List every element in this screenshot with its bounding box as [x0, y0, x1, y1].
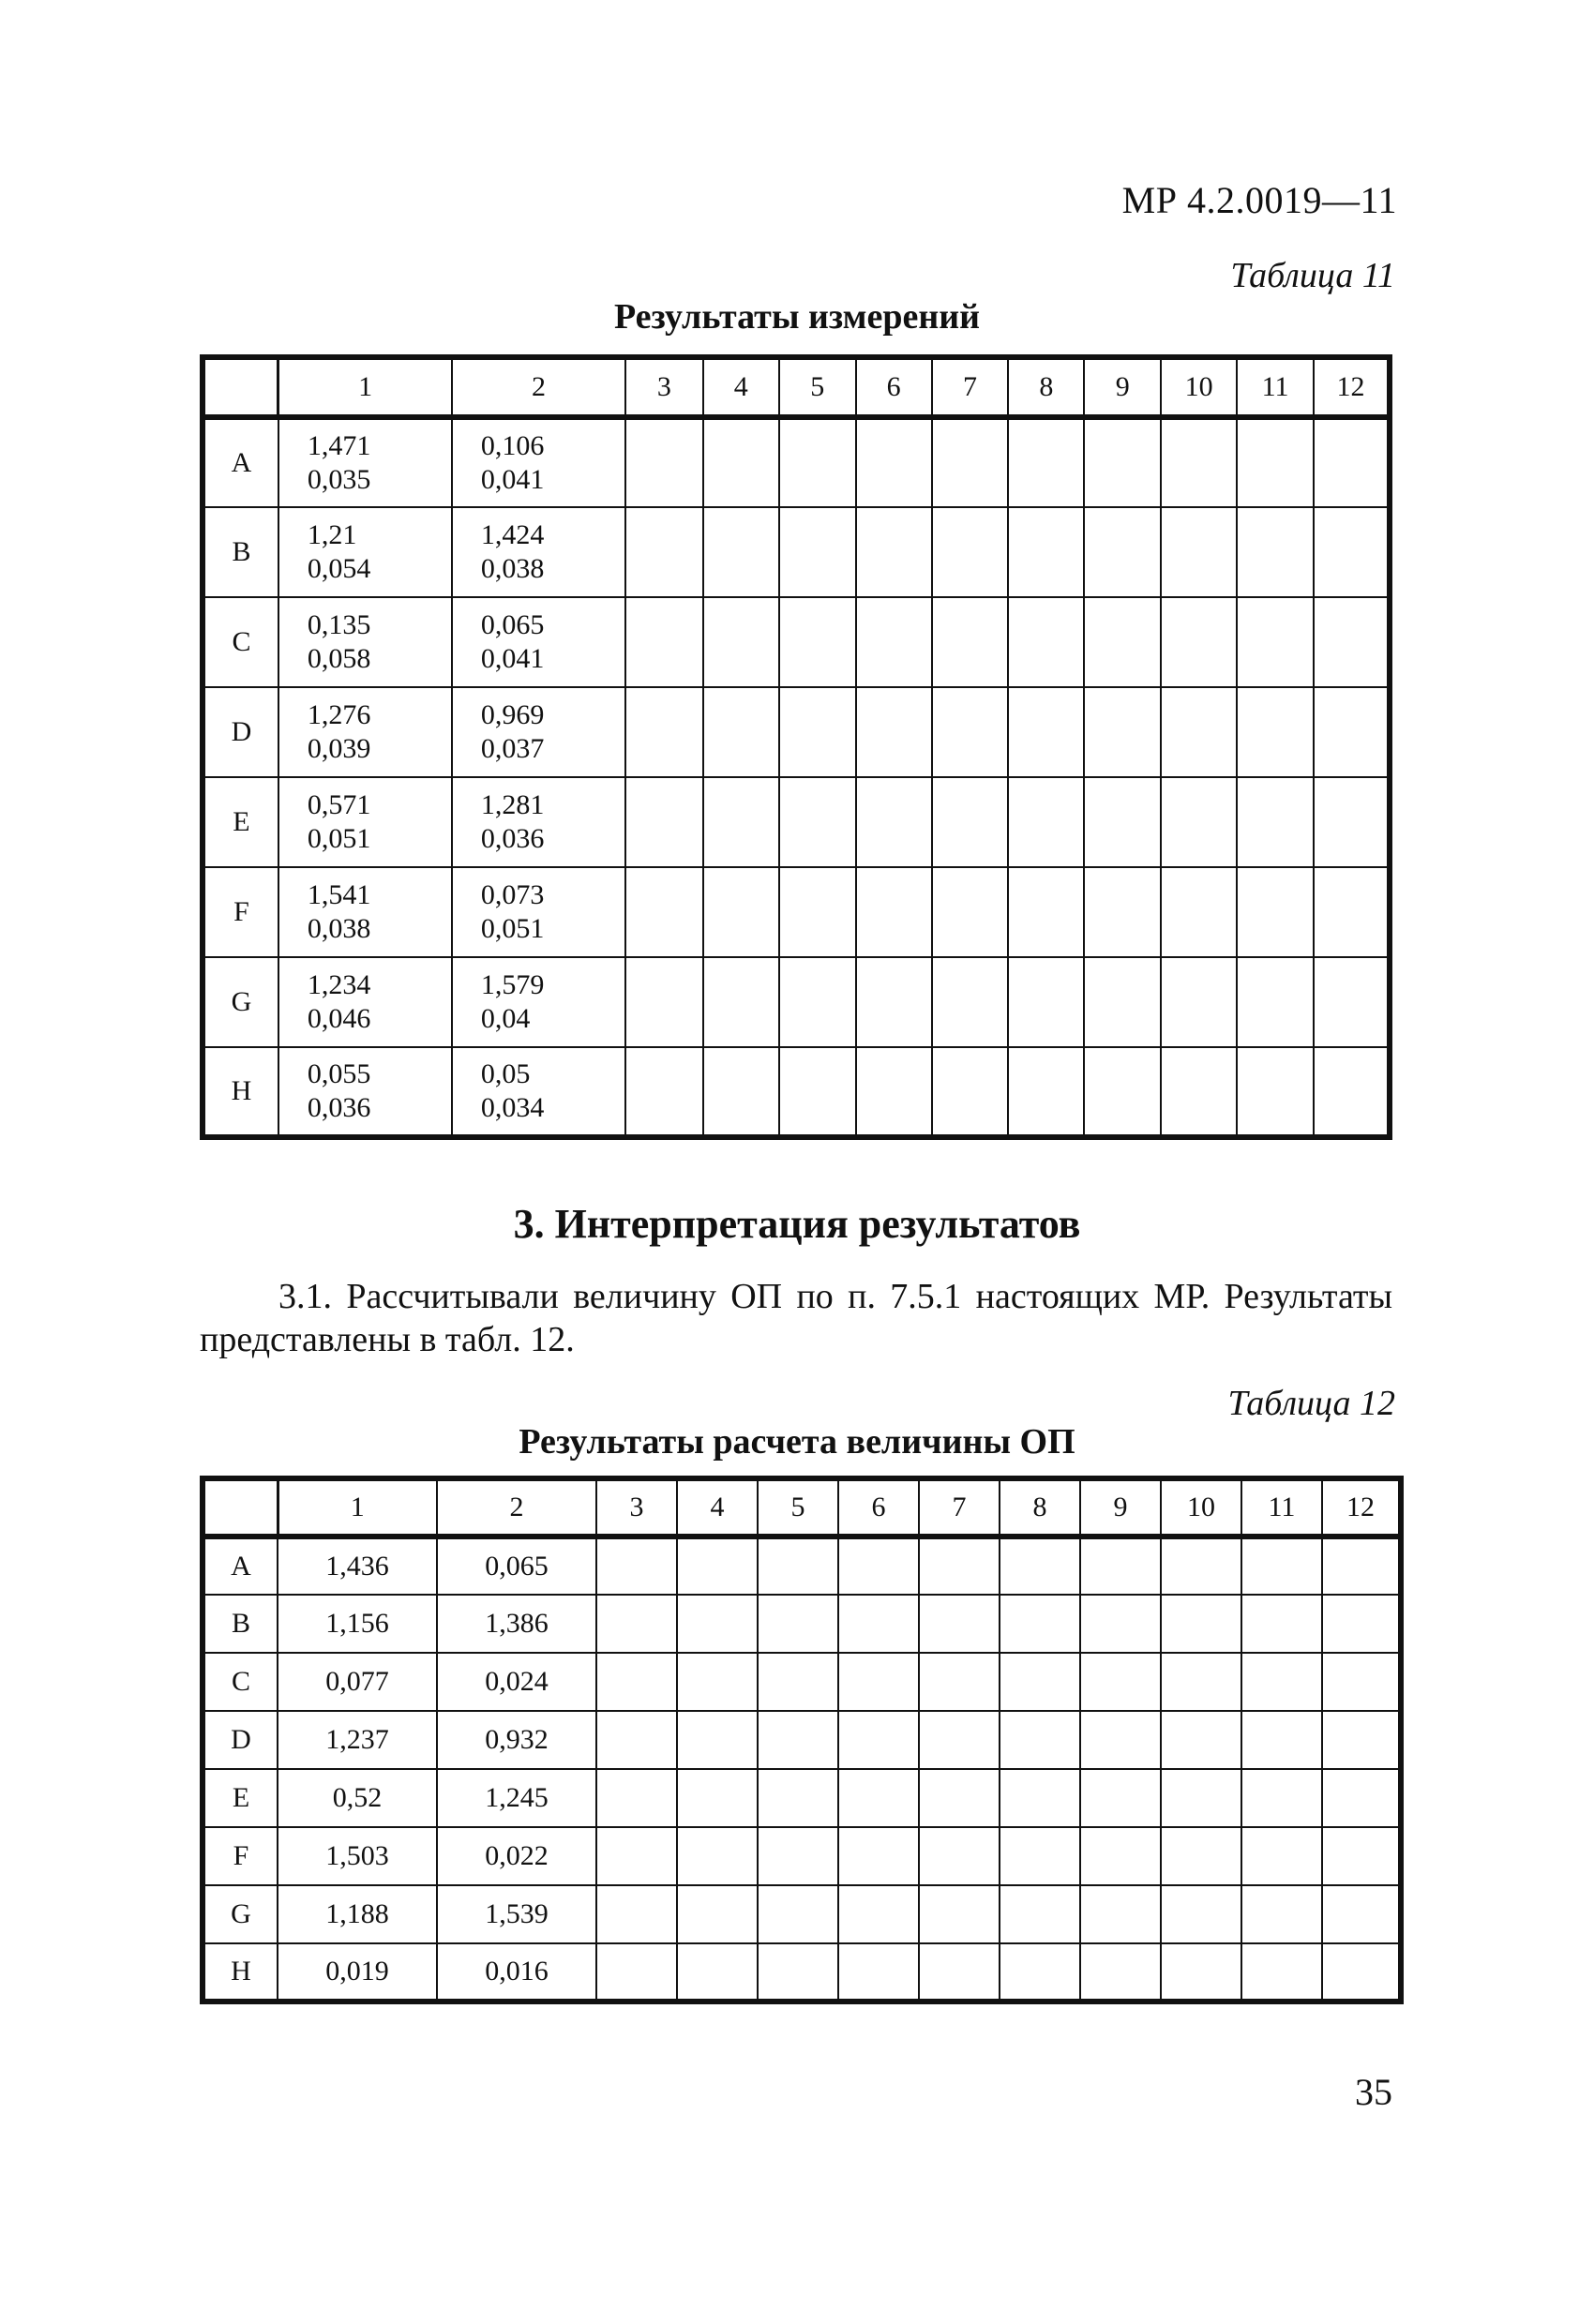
empty-cell: [1084, 417, 1161, 507]
column-header: 7: [919, 1478, 1000, 1537]
empty-cell: [1008, 507, 1084, 597]
empty-cell: [625, 957, 703, 1047]
row-label: E: [203, 1769, 278, 1827]
value-line: 0,135: [307, 609, 371, 640]
empty-cell: [1241, 1711, 1322, 1769]
empty-cell: [1000, 1537, 1080, 1595]
empty-cell: [677, 1769, 758, 1827]
value-line: 0,054: [307, 553, 371, 584]
empty-cell: [1000, 1595, 1080, 1653]
empty-cell: [1237, 597, 1314, 687]
value-line: 0,041: [480, 643, 545, 674]
empty-cell: [1008, 957, 1084, 1047]
empty-cell: [703, 507, 779, 597]
empty-cell: [1080, 1537, 1161, 1595]
empty-cell: [919, 1711, 1000, 1769]
empty-cell: [703, 957, 779, 1047]
empty-cell: [1237, 777, 1314, 867]
empty-cell: [856, 597, 932, 687]
value-line: 0,036: [307, 1092, 371, 1123]
empty-cell: [1314, 507, 1390, 597]
empty-cell: [677, 1711, 758, 1769]
row-label: E: [203, 777, 278, 867]
value-cell: [452, 417, 625, 507]
row-label: D: [203, 1711, 278, 1769]
value-line: 0,035: [307, 464, 371, 495]
value-line: 0,051: [307, 823, 371, 854]
table-12-title: Результаты расчета величины ОП: [519, 1422, 1075, 1462]
value-cell: [278, 957, 452, 1047]
empty-cell: [625, 687, 703, 777]
empty-cell: [779, 957, 856, 1047]
empty-cell: [838, 1943, 919, 2002]
empty-cell: [1322, 1769, 1401, 1827]
value-line: 0,038: [480, 553, 545, 584]
value-line: 0,037: [480, 733, 545, 764]
empty-cell: [1084, 957, 1161, 1047]
empty-cell: [1314, 687, 1390, 777]
empty-cell: [1161, 1885, 1241, 1943]
empty-cell: [1314, 777, 1390, 867]
empty-cell: [703, 777, 779, 867]
column-header: 5: [758, 1478, 838, 1537]
row-label: F: [203, 1827, 278, 1885]
empty-cell: [1161, 1595, 1241, 1653]
empty-cell: [1084, 597, 1161, 687]
value-cell: [452, 957, 625, 1047]
empty-cell: [1161, 1769, 1241, 1827]
value-line: 0,571: [307, 789, 371, 820]
table-row: [203, 957, 1390, 1047]
column-header: 7: [932, 357, 1009, 417]
value-cell: [278, 1047, 452, 1137]
column-header: 2: [437, 1478, 596, 1537]
value-cell: 0,065: [437, 1537, 596, 1595]
empty-cell: [1000, 1711, 1080, 1769]
empty-cell: [1080, 1653, 1161, 1711]
value-cell: 0,024: [437, 1653, 596, 1711]
value-cell: 1,245: [437, 1769, 596, 1827]
empty-cell: [779, 597, 856, 687]
empty-cell: [779, 867, 856, 957]
value-cell: 1,188: [278, 1885, 437, 1943]
section-title: 3. Интерпретация результатов: [513, 1201, 1081, 1247]
empty-cell: [1237, 867, 1314, 957]
value-cell: [452, 777, 625, 867]
value-cell: 1,156: [278, 1595, 437, 1653]
table-row: [203, 1595, 1401, 1653]
empty-cell: [1314, 1047, 1390, 1137]
empty-cell: [1084, 867, 1161, 957]
empty-cell: [1080, 1827, 1161, 1885]
value-cell: [278, 777, 452, 867]
empty-cell: [758, 1943, 838, 2002]
empty-cell: [838, 1711, 919, 1769]
empty-cell: [703, 597, 779, 687]
empty-cell: [758, 1885, 838, 1943]
empty-cell: [932, 687, 1009, 777]
empty-cell: [919, 1537, 1000, 1595]
value-line: 0,046: [307, 1003, 371, 1034]
empty-cell: [1314, 417, 1390, 507]
empty-cell: [1008, 1047, 1084, 1137]
empty-cell: [1322, 1885, 1401, 1943]
empty-cell: [838, 1769, 919, 1827]
table-row: [203, 1827, 1401, 1885]
empty-cell: [1237, 1047, 1314, 1137]
value-line: 1,579: [480, 969, 545, 1000]
table-row: [203, 1885, 1401, 1943]
empty-cell: [932, 507, 1009, 597]
page-number: 35: [1355, 2071, 1392, 2113]
row-label: G: [203, 1885, 278, 1943]
value-line: 0,969: [480, 699, 545, 730]
measurement-results-table: [200, 354, 1392, 1140]
row-label: C: [203, 1653, 278, 1711]
empty-cell: [1084, 687, 1161, 777]
empty-cell: [596, 1537, 677, 1595]
empty-cell: [932, 1047, 1009, 1137]
empty-cell: [596, 1943, 677, 2002]
table-row: [203, 867, 1390, 957]
empty-cell: [1080, 1711, 1161, 1769]
row-label: F: [203, 867, 278, 957]
empty-cell: [838, 1885, 919, 1943]
header-row: [203, 357, 1390, 417]
empty-cell: [1322, 1943, 1401, 2002]
value-cell: 0,932: [437, 1711, 596, 1769]
empty-cell: [1008, 687, 1084, 777]
empty-cell: [758, 1827, 838, 1885]
column-header: 3: [625, 357, 703, 417]
empty-cell: [1000, 1769, 1080, 1827]
empty-cell: [596, 1769, 677, 1827]
empty-cell: [1161, 777, 1237, 867]
empty-cell: [1000, 1943, 1080, 2002]
value-line: 1,276: [307, 699, 371, 730]
empty-cell: [596, 1653, 677, 1711]
empty-cell: [1161, 417, 1237, 507]
document-code: МР 4.2.0019—11: [1121, 179, 1397, 221]
column-header: 4: [703, 357, 779, 417]
value-cell: [452, 1047, 625, 1137]
empty-cell: [596, 1595, 677, 1653]
empty-cell: [758, 1653, 838, 1711]
value-line: 0,041: [480, 464, 545, 495]
value-cell: 0,016: [437, 1943, 596, 2002]
empty-cell: [838, 1827, 919, 1885]
column-header: 2: [452, 357, 625, 417]
empty-cell: [1084, 507, 1161, 597]
empty-cell: [1161, 1827, 1241, 1885]
empty-cell: [1084, 1047, 1161, 1137]
value-line: 0,05: [480, 1058, 531, 1089]
table-row: [203, 417, 1390, 507]
column-header: 8: [1008, 357, 1084, 417]
empty-cell: [1008, 777, 1084, 867]
empty-cell: [1314, 867, 1390, 957]
value-line: 0,039: [307, 733, 371, 764]
empty-cell: [856, 1047, 932, 1137]
value-line: 1,471: [307, 430, 371, 461]
section-paragraph: 3.1. Рассчитывали величину ОП по п. 7.5.1 настоящих МР. Результаты представлены в табл. 12.: [200, 1277, 1392, 1359]
empty-cell: [932, 957, 1009, 1047]
empty-cell: [1000, 1885, 1080, 1943]
value-line: 1,424: [480, 519, 545, 550]
row-label: H: [203, 1047, 278, 1137]
empty-cell: [779, 417, 856, 507]
column-header: 5: [779, 357, 856, 417]
empty-cell: [1084, 777, 1161, 867]
empty-cell: [703, 867, 779, 957]
value-cell: [278, 597, 452, 687]
column-header: 10: [1161, 357, 1237, 417]
table-row: [203, 1711, 1401, 1769]
empty-cell: [677, 1943, 758, 2002]
empty-cell: [919, 1885, 1000, 1943]
table-row: [203, 1653, 1401, 1711]
value-line: 0,058: [307, 643, 371, 674]
empty-cell: [1237, 687, 1314, 777]
empty-cell: [838, 1653, 919, 1711]
value-cell: [278, 687, 452, 777]
empty-cell: [932, 867, 1009, 957]
empty-cell: [1241, 1595, 1322, 1653]
empty-cell: [758, 1595, 838, 1653]
empty-cell: [932, 597, 1009, 687]
value-cell: 1,386: [437, 1595, 596, 1653]
empty-cell: [677, 1537, 758, 1595]
empty-cell: [1241, 1885, 1322, 1943]
empty-cell: [1080, 1943, 1161, 2002]
column-header: 6: [856, 357, 932, 417]
empty-cell: [919, 1943, 1000, 2002]
value-cell: 1,436: [278, 1537, 437, 1595]
column-header: [203, 1478, 278, 1537]
empty-cell: [596, 1885, 677, 1943]
empty-cell: [625, 867, 703, 957]
empty-cell: [1241, 1827, 1322, 1885]
empty-cell: [919, 1653, 1000, 1711]
op-calculation-table: [200, 1476, 1404, 2004]
empty-cell: [703, 687, 779, 777]
row-label: A: [203, 1537, 278, 1595]
empty-cell: [625, 597, 703, 687]
value-line: 0,034: [480, 1092, 545, 1123]
empty-cell: [625, 417, 703, 507]
value-cell: 1,503: [278, 1827, 437, 1885]
empty-cell: [1314, 597, 1390, 687]
empty-cell: [1000, 1653, 1080, 1711]
empty-cell: [677, 1653, 758, 1711]
value-line: 1,234: [307, 969, 371, 1000]
value-cell: 1,539: [437, 1885, 596, 1943]
column-header: [203, 357, 278, 417]
empty-cell: [779, 777, 856, 867]
empty-cell: [1241, 1537, 1322, 1595]
column-header: 10: [1161, 1478, 1241, 1537]
empty-cell: [1322, 1595, 1401, 1653]
empty-cell: [838, 1537, 919, 1595]
empty-cell: [1237, 507, 1314, 597]
value-cell: [452, 507, 625, 597]
empty-cell: [1008, 417, 1084, 507]
empty-cell: [1241, 1769, 1322, 1827]
header-row: [203, 1478, 1401, 1537]
empty-cell: [932, 777, 1009, 867]
empty-cell: [1241, 1943, 1322, 2002]
empty-cell: [1322, 1827, 1401, 1885]
value-cell: [278, 417, 452, 507]
empty-cell: [779, 507, 856, 597]
empty-cell: [1080, 1595, 1161, 1653]
empty-cell: [1322, 1711, 1401, 1769]
empty-cell: [677, 1827, 758, 1885]
value-cell: [452, 597, 625, 687]
empty-cell: [919, 1827, 1000, 1885]
empty-cell: [1161, 957, 1237, 1047]
column-header: 3: [596, 1478, 677, 1537]
empty-cell: [703, 1047, 779, 1137]
empty-cell: [625, 507, 703, 597]
value-line: 0,106: [480, 430, 545, 461]
column-header: 9: [1080, 1478, 1161, 1537]
table-row: [203, 1047, 1390, 1137]
empty-cell: [1237, 417, 1314, 507]
value-cell: 0,077: [278, 1653, 437, 1711]
empty-cell: [1237, 957, 1314, 1047]
empty-cell: [1080, 1769, 1161, 1827]
column-header: 11: [1237, 357, 1314, 417]
value-cell: 0,019: [278, 1943, 437, 2002]
empty-cell: [856, 867, 932, 957]
empty-cell: [1161, 1047, 1237, 1137]
empty-cell: [758, 1711, 838, 1769]
empty-cell: [856, 777, 932, 867]
column-header: 6: [838, 1478, 919, 1537]
table-12-number: Таблица 12: [1227, 1384, 1395, 1423]
empty-cell: [596, 1711, 677, 1769]
row-label: B: [203, 1595, 278, 1653]
table-11-title: Результаты измерений: [613, 297, 981, 337]
empty-cell: [856, 957, 932, 1047]
table-row: [203, 1943, 1401, 2002]
value-cell: [278, 867, 452, 957]
empty-cell: [1008, 597, 1084, 687]
empty-cell: [856, 417, 932, 507]
value-cell: [452, 867, 625, 957]
row-label: A: [203, 417, 278, 507]
column-header: 9: [1084, 357, 1161, 417]
column-header: 1: [278, 1478, 437, 1537]
value-cell: 0,52: [278, 1769, 437, 1827]
table-row: [203, 507, 1390, 597]
value-line: 1,281: [480, 789, 545, 820]
empty-cell: [625, 1047, 703, 1137]
table-row: [203, 777, 1390, 867]
value-line: 1,21: [307, 519, 357, 550]
table-11-number: Таблица 11: [1230, 256, 1395, 295]
table-row: [203, 597, 1390, 687]
row-label: H: [203, 1943, 278, 2002]
value-line: 0,051: [480, 913, 545, 944]
empty-cell: [779, 687, 856, 777]
empty-cell: [932, 417, 1009, 507]
empty-cell: [1161, 1711, 1241, 1769]
empty-cell: [677, 1595, 758, 1653]
empty-cell: [1241, 1653, 1322, 1711]
empty-cell: [1161, 1537, 1241, 1595]
value-line: 0,04: [480, 1003, 531, 1034]
column-header: 8: [1000, 1478, 1080, 1537]
empty-cell: [703, 417, 779, 507]
empty-cell: [1322, 1537, 1401, 1595]
column-header: 12: [1322, 1478, 1401, 1537]
empty-cell: [1161, 1653, 1241, 1711]
row-label: D: [203, 687, 278, 777]
empty-cell: [1161, 507, 1237, 597]
empty-cell: [625, 777, 703, 867]
empty-cell: [1314, 957, 1390, 1047]
row-label: B: [203, 507, 278, 597]
value-cell: 0,022: [437, 1827, 596, 1885]
empty-cell: [1000, 1827, 1080, 1885]
empty-cell: [919, 1769, 1000, 1827]
row-label: C: [203, 597, 278, 687]
empty-cell: [856, 507, 932, 597]
empty-cell: [1161, 1943, 1241, 2002]
column-header: 4: [677, 1478, 758, 1537]
empty-cell: [1161, 867, 1237, 957]
table-row: [203, 1537, 1401, 1595]
table-row: [203, 687, 1390, 777]
value-line: 0,055: [307, 1058, 371, 1089]
empty-cell: [838, 1595, 919, 1653]
empty-cell: [1080, 1885, 1161, 1943]
empty-cell: [758, 1537, 838, 1595]
value-cell: 1,237: [278, 1711, 437, 1769]
table-row: [203, 1769, 1401, 1827]
row-label: G: [203, 957, 278, 1047]
empty-cell: [1161, 597, 1237, 687]
column-header: 1: [278, 357, 452, 417]
empty-cell: [779, 1047, 856, 1137]
value-line: 0,036: [480, 823, 545, 854]
empty-cell: [1322, 1653, 1401, 1711]
value-cell: [452, 687, 625, 777]
value-cell: [278, 507, 452, 597]
column-header: 11: [1241, 1478, 1322, 1537]
value-line: 0,065: [480, 609, 545, 640]
value-line: 1,541: [307, 879, 371, 910]
empty-cell: [677, 1885, 758, 1943]
column-header: 12: [1314, 357, 1390, 417]
empty-cell: [856, 687, 932, 777]
empty-cell: [1008, 867, 1084, 957]
empty-cell: [1161, 687, 1237, 777]
empty-cell: [596, 1827, 677, 1885]
value-line: 0,038: [307, 913, 371, 944]
value-line: 0,073: [480, 879, 545, 910]
empty-cell: [758, 1769, 838, 1827]
empty-cell: [919, 1595, 1000, 1653]
